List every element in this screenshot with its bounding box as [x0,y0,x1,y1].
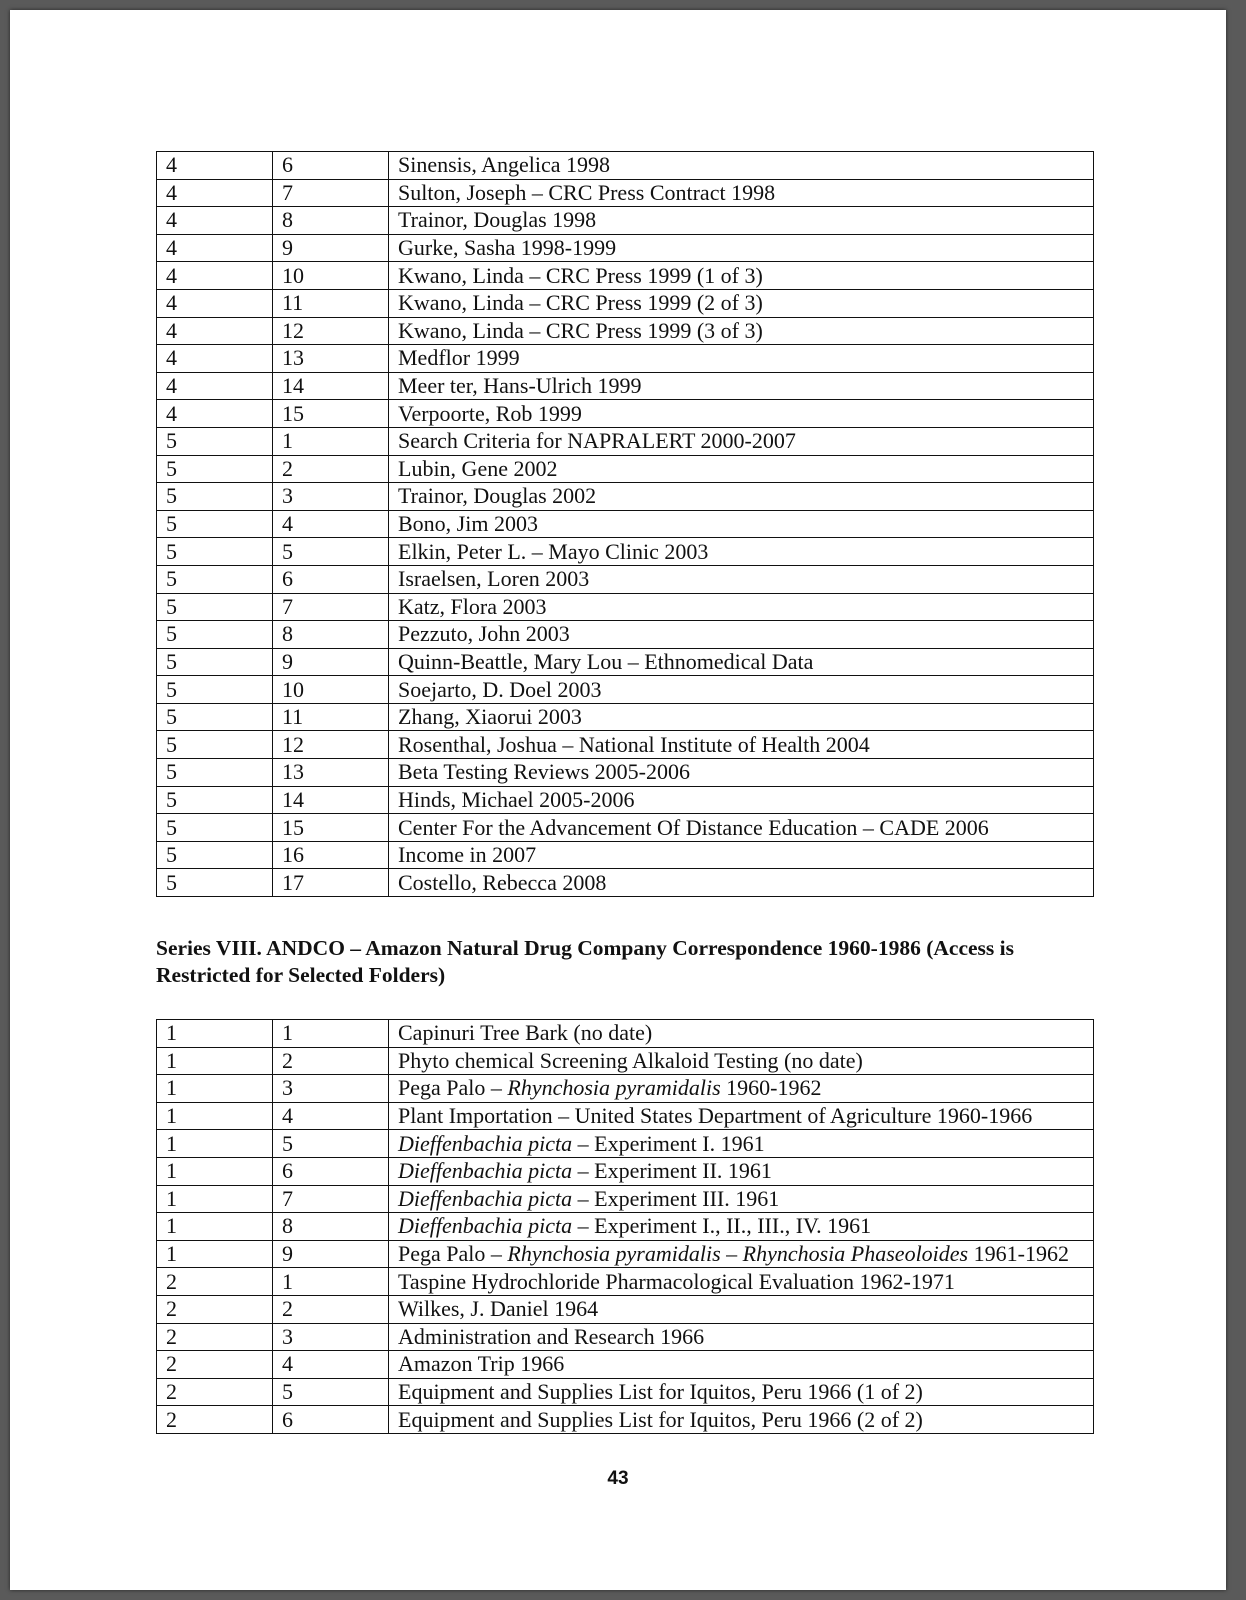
folder-number-cell: 6 [273,152,389,180]
title-text: Capinuri Tree Bark (no date) [398,1020,653,1046]
title-text: 1961-1962 [968,1241,1069,1267]
folder-number-cell: 1 [273,427,389,455]
table-row [157,731,1094,759]
folder-title-cell [389,538,1094,566]
folder-title-cell [389,262,1094,290]
box-number-cell: 2 [157,1351,273,1379]
table-row [157,372,1094,400]
italic-species-name: Dieffenbachia picta [398,1185,573,1211]
title-text: Kwano, Linda – CRC Press 1999 (2 of 3) [398,290,763,316]
folder-title-cell [389,1378,1094,1406]
italic-species-name: Dieffenbachia picta [398,1130,573,1156]
folder-title-cell [389,841,1094,869]
table-row [157,703,1094,731]
folder-table-series-vii [156,151,1094,897]
box-number-cell: 2 [157,1378,273,1406]
title-text: Sulton, Joseph – CRC Press Contract 1998 [398,179,776,205]
folder-table-series-viii [156,1019,1094,1434]
title-text: Sinensis, Angelica 1998 [398,152,611,178]
box-number-cell: 5 [157,786,273,814]
folder-title-cell [389,1075,1094,1103]
table-row [157,400,1094,428]
box-number-cell: 5 [157,648,273,676]
table-row [157,648,1094,676]
box-number-cell: 5 [157,703,273,731]
title-text: Pega Palo – [398,1075,508,1101]
table-row [157,786,1094,814]
table-row [157,565,1094,593]
title-text: – Experiment I., II., III., IV. 1961 [572,1213,872,1239]
table-row [157,427,1094,455]
box-number-cell: 4 [157,400,273,428]
title-text: Pezzuto, John 2003 [398,621,570,647]
folder-number-cell: 15 [273,400,389,428]
folder-number-cell: 1 [273,1020,389,1048]
folder-title-cell [389,1213,1094,1241]
folder-title-cell [389,345,1094,373]
box-number-cell: 5 [157,731,273,759]
folder-number-cell: 8 [273,207,389,235]
title-text: Bono, Jim 2003 [398,511,538,537]
box-number-cell: 5 [157,621,273,649]
folder-number-cell: 9 [273,1240,389,1268]
box-number-cell: 5 [157,538,273,566]
italic-species-name: Rhynchosia pyramidalis [507,1241,721,1267]
table-row [157,676,1094,704]
title-text: Trainor, Douglas 1998 [398,207,597,233]
title-text: Israelsen, Loren 2003 [398,566,590,592]
title-text: Wilkes, J. Daniel 1964 [398,1296,599,1322]
table-row [157,593,1094,621]
folder-number-cell: 14 [273,786,389,814]
folder-number-cell: 2 [273,1295,389,1323]
title-text: – [720,1241,743,1267]
table-row [157,1130,1094,1158]
table-row [157,621,1094,649]
title-text: Medflor 1999 [398,345,520,371]
table-row [157,1295,1094,1323]
box-number-cell: 1 [157,1102,273,1130]
title-text: Equipment and Supplies List for Iquitos, Peru 1966 (2 of 2) [398,1406,923,1432]
folder-title-cell [389,289,1094,317]
title-text: Phyto chemical Screening Alkaloid Testing (no date) [398,1047,863,1073]
folder-title-cell [389,814,1094,842]
box-number-cell: 2 [157,1295,273,1323]
table-row [157,289,1094,317]
folder-number-cell: 10 [273,262,389,290]
folder-number-cell: 4 [273,1351,389,1379]
folder-number-cell: 12 [273,317,389,345]
title-text: Katz, Flora 2003 [398,593,547,619]
title-text: Verpoorte, Rob 1999 [398,400,582,426]
table-row [157,1020,1094,1048]
folder-number-cell: 7 [273,1185,389,1213]
box-number-cell: 1 [157,1075,273,1103]
title-text: Taspine Hydrochloride Pharmacological Evaluation 1962-1971 [398,1268,955,1294]
folder-number-cell: 3 [273,1323,389,1351]
folder-title-cell [389,1323,1094,1351]
folder-title-cell [389,1406,1094,1434]
title-text: Lubin, Gene 2002 [398,455,558,481]
title-text: Costello, Rebecca 2008 [398,869,607,895]
table-row [157,1323,1094,1351]
folder-title-cell [389,593,1094,621]
title-text: Equipment and Supplies List for Iquitos, Peru 1966 (1 of 2) [398,1379,923,1405]
table-row [157,1406,1094,1434]
table-row [157,1213,1094,1241]
folder-number-cell: 4 [273,1102,389,1130]
title-text: Center For the Advancement Of Distance Education – CADE 2006 [398,814,989,840]
box-number-cell: 1 [157,1240,273,1268]
table-row [157,317,1094,345]
folder-number-cell: 9 [273,234,389,262]
folder-number-cell: 1 [273,1268,389,1296]
folder-title-cell [389,483,1094,511]
folder-number-cell: 5 [273,1130,389,1158]
table-row [157,455,1094,483]
table-row [157,234,1094,262]
title-text: Kwano, Linda – CRC Press 1999 (1 of 3) [398,262,763,288]
folder-title-cell [389,455,1094,483]
folder-number-cell: 12 [273,731,389,759]
folder-title-cell [389,179,1094,207]
table-row [157,1378,1094,1406]
folder-title-cell [389,648,1094,676]
folder-title-cell [389,1240,1094,1268]
folder-title-cell [389,1020,1094,1048]
box-number-cell: 4 [157,152,273,180]
folder-number-cell: 11 [273,703,389,731]
folder-number-cell: 15 [273,814,389,842]
box-number-cell: 2 [157,1323,273,1351]
table-row [157,869,1094,897]
box-number-cell: 4 [157,345,273,373]
table-row [157,1240,1094,1268]
folder-number-cell: 2 [273,455,389,483]
table-row [157,1075,1094,1103]
table-row [157,759,1094,787]
folder-title-cell [389,1102,1094,1130]
folder-number-cell: 3 [273,483,389,511]
title-text: Quinn-Beattle, Mary Lou – Ethnomedical Data [398,648,814,674]
folder-title-cell [389,1351,1094,1379]
title-text: Trainor, Douglas 2002 [398,483,597,509]
folder-title-cell [389,703,1094,731]
folder-title-cell [389,1157,1094,1185]
box-number-cell: 5 [157,814,273,842]
title-text: Gurke, Sasha 1998-1999 [398,235,617,261]
table-row [157,179,1094,207]
table-row [157,1102,1094,1130]
folder-number-cell: 13 [273,345,389,373]
table-row [157,814,1094,842]
box-number-cell: 4 [157,372,273,400]
box-number-cell: 2 [157,1268,273,1296]
folder-number-cell: 6 [273,1406,389,1434]
folder-title-cell [389,1130,1094,1158]
box-number-cell: 1 [157,1185,273,1213]
folder-title-cell [389,1268,1094,1296]
title-text: Amazon Trip 1966 [398,1351,565,1377]
folder-title-cell [389,400,1094,428]
table-row [157,1185,1094,1213]
table-row [157,152,1094,180]
folder-number-cell: 3 [273,1075,389,1103]
box-number-cell: 1 [157,1020,273,1048]
box-number-cell: 4 [157,234,273,262]
folder-title-cell [389,152,1094,180]
table-row [157,262,1094,290]
title-text: – Experiment II. 1961 [572,1158,772,1184]
box-number-cell: 4 [157,289,273,317]
folder-number-cell: 6 [273,565,389,593]
box-number-cell: 5 [157,483,273,511]
folder-title-cell [389,372,1094,400]
title-text: – Experiment III. 1961 [572,1185,780,1211]
box-number-cell: 5 [157,510,273,538]
title-text: Zhang, Xiaorui 2003 [398,704,582,730]
box-number-cell: 5 [157,841,273,869]
folder-title-cell [389,869,1094,897]
document-page [10,10,1226,1590]
folder-title-cell [389,621,1094,649]
italic-species-name: Rhynchosia pyramidalis [507,1075,721,1101]
title-text: Income in 2007 [398,842,537,868]
title-text: Soejarto, D. Doel 2003 [398,676,602,702]
folder-number-cell: 7 [273,179,389,207]
folder-title-cell [389,786,1094,814]
title-text: – Experiment I. 1961 [572,1130,765,1156]
series-heading: Series VIII. ANDCO – Amazon Natural Drug Company Correspondence 1960-1986 (Access is Restricted for Selected Folders) [156,936,1014,987]
folder-number-cell: 5 [273,1378,389,1406]
folder-number-cell: 8 [273,1213,389,1241]
box-number-cell: 1 [157,1047,273,1075]
title-text: Plant Importation – United States Department of Agriculture 1960-1966 [398,1103,1033,1129]
title-text: 1960-1962 [720,1075,822,1101]
folder-number-cell: 17 [273,869,389,897]
table-row [157,345,1094,373]
folder-title-cell [389,1047,1094,1075]
title-text: Administration and Research 1966 [398,1323,705,1349]
folder-number-cell: 8 [273,621,389,649]
folder-number-cell: 16 [273,841,389,869]
folder-number-cell: 13 [273,759,389,787]
folder-title-cell [389,207,1094,235]
box-number-cell: 5 [157,593,273,621]
title-text: Search Criteria for NAPRALERT 2000-2007 [398,428,796,454]
italic-species-name: Rhynchosia Phaseoloides [742,1241,969,1267]
box-number-cell: 2 [157,1406,273,1434]
folder-title-cell [389,510,1094,538]
folder-number-cell: 11 [273,289,389,317]
box-number-cell: 5 [157,869,273,897]
folder-title-cell [389,759,1094,787]
table-row [157,1157,1094,1185]
table-row [157,841,1094,869]
folder-title-cell [389,1295,1094,1323]
folder-number-cell: 6 [273,1157,389,1185]
page-number: 43 [607,1468,629,1489]
title-text: Hinds, Michael 2005-2006 [398,786,635,812]
box-number-cell: 1 [157,1130,273,1158]
folder-title-cell [389,676,1094,704]
table-row [157,538,1094,566]
box-number-cell: 5 [157,676,273,704]
table-row [157,1351,1094,1379]
italic-species-name: Dieffenbachia picta [398,1158,573,1184]
folder-title-cell [389,317,1094,345]
box-number-cell: 5 [157,455,273,483]
box-number-cell: 5 [157,759,273,787]
box-number-cell: 4 [157,317,273,345]
box-number-cell: 1 [157,1157,273,1185]
box-number-cell: 4 [157,207,273,235]
table-row [157,483,1094,511]
title-text: Elkin, Peter L. – Mayo Clinic 2003 [398,538,709,564]
title-text: Meer ter, Hans-Ulrich 1999 [398,373,642,399]
folder-number-cell: 7 [273,593,389,621]
box-number-cell: 1 [157,1213,273,1241]
folder-title-cell [389,731,1094,759]
title-text: Beta Testing Reviews 2005-2006 [398,759,690,785]
folder-number-cell: 10 [273,676,389,704]
table-row [157,1268,1094,1296]
title-text: Pega Palo – [398,1241,508,1267]
folder-number-cell: 14 [273,372,389,400]
table-row [157,510,1094,538]
folder-title-cell [389,234,1094,262]
folder-number-cell: 2 [273,1047,389,1075]
box-number-cell: 5 [157,427,273,455]
title-text: Kwano, Linda – CRC Press 1999 (3 of 3) [398,317,763,343]
folder-number-cell: 4 [273,510,389,538]
italic-species-name: Dieffenbachia picta [398,1213,573,1239]
box-number-cell: 4 [157,262,273,290]
folder-title-cell [389,565,1094,593]
folder-number-cell: 9 [273,648,389,676]
table-row [157,207,1094,235]
box-number-cell: 5 [157,565,273,593]
table-row [157,1047,1094,1075]
folder-title-cell [389,1185,1094,1213]
folder-number-cell: 5 [273,538,389,566]
title-text: Rosenthal, Joshua – National Institute of Health 2004 [398,731,870,757]
box-number-cell: 4 [157,179,273,207]
folder-title-cell [389,427,1094,455]
